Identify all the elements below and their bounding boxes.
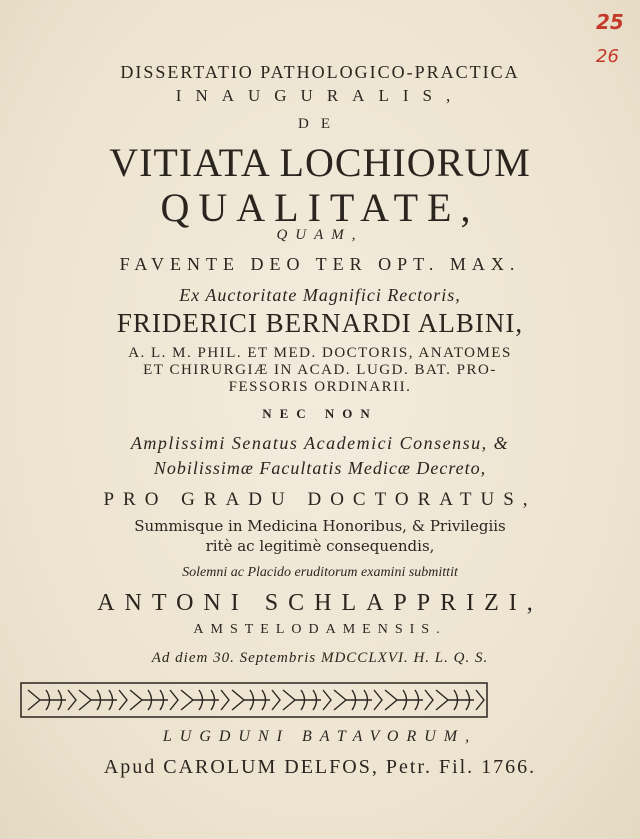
ornament-motif	[28, 690, 76, 710]
senatus-line: Amplissimi Senatus Academici Consensu, &	[130, 433, 510, 453]
solemni-line: Solemni ac Placido eruditorum examini submittit	[182, 565, 458, 580]
summisque-line: Summisque in Medicina Honoribus, & Privilegiis	[134, 517, 506, 535]
ornament-motif	[283, 690, 331, 710]
nec-non-line: NEC NON	[262, 406, 378, 421]
handwritten-number: 26	[596, 46, 619, 67]
rector-title-line2: ET CHIRURGIÆ IN ACAD. LUGD. BAT. PRO-	[143, 362, 497, 378]
ornament-motif	[181, 690, 229, 710]
main-title-line2: QUALITATE,	[160, 185, 480, 230]
facultatis-line: Nobilissimæ Facultatis Medicæ Decreto,	[153, 458, 487, 478]
ornament-motif	[79, 690, 127, 710]
author-name: ANTONI SCHLAPPRIZI,	[97, 590, 543, 616]
author-origin: AMSTELODAMENSIS.	[193, 622, 447, 637]
imprint-city: LUGDUNI BATAVORUM,	[162, 728, 478, 745]
rite-line: ritè ac legitimè consequendis,	[205, 537, 435, 555]
ornament-motif	[130, 690, 178, 710]
imprint-printer: Apud CAROLUM DELFOS, Petr. Fil. 1766.	[103, 756, 537, 778]
pro-gradu-line: PRO GRADU DOCTORATUS,	[103, 489, 537, 510]
handwritten-mark: 25	[596, 10, 624, 34]
auctoritate-line: Ex Auctoritate Magnifici Rectoris,	[179, 285, 461, 305]
rector-title-line1: A. L. M. PHIL. ET MED. DOCTORIS, ANATOMES	[128, 345, 512, 361]
ornament-motif	[385, 690, 433, 710]
quam-line: QUAM,	[276, 227, 364, 243]
rector-title-line3: FESSORIS ORDINARII.	[228, 379, 412, 395]
dissertation-type: DISSERTATIO PATHOLOGICO-PRACTICA	[120, 62, 520, 82]
ornament-border	[20, 682, 488, 718]
ornament-motif	[232, 690, 280, 710]
de-line: DE	[298, 116, 342, 132]
ornament-motif	[436, 690, 484, 710]
date-line: Ad diem 30. Septembris MDCCLXVI. H. L. Q. S.	[151, 650, 489, 666]
ornament-motif	[334, 690, 382, 710]
main-title-line1: VITIATA LOCHIORUM	[109, 140, 531, 185]
favente-line: FAVENTE DEO TER OPT. MAX.	[119, 254, 521, 274]
inauguralis-line: INAUGURALIS,	[175, 86, 465, 105]
rector-name: FRIDERICI BERNARDI ALBINI,	[116, 308, 524, 338]
